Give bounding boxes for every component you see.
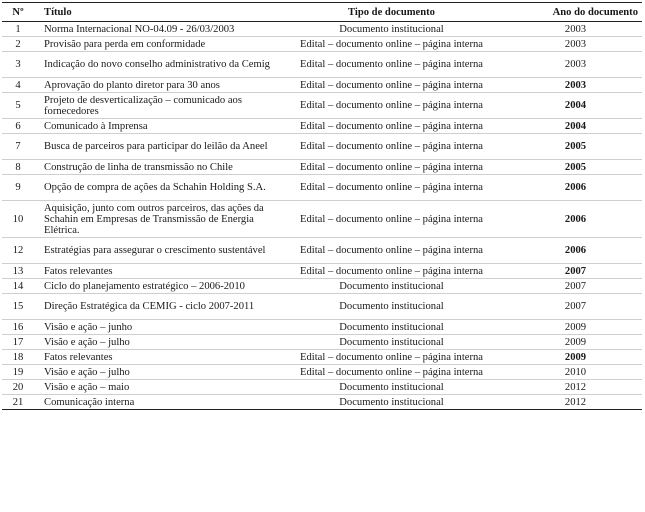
row-document-year: 2007 (509, 294, 642, 320)
row-document-year: 2005 (509, 134, 642, 160)
table-row (2, 238, 642, 264)
row-document-year: 2012 (509, 380, 642, 395)
row-document-type: Edital – documento online – página interna (274, 175, 509, 201)
row-document-year: 2005 (509, 160, 642, 175)
row-number: 19 (2, 365, 34, 380)
table-row (2, 279, 642, 294)
row-document-type: Edital – documento online – página interna (274, 238, 509, 264)
table-row (2, 78, 642, 93)
table-row (2, 335, 642, 350)
table-row (2, 37, 642, 52)
row-title: Construção de linha de transmissão no Chile (34, 160, 274, 175)
table-header (2, 3, 642, 22)
row-title: Direção Estratégica da CEMIG - ciclo 2007-2011 (34, 294, 274, 320)
table-row (2, 365, 642, 380)
row-document-type: Edital – documento online – página interna (274, 134, 509, 160)
row-number: 10 (2, 201, 34, 238)
row-document-type: Edital – documento online – página interna (274, 78, 509, 93)
header-document-year: Ano do documento (509, 3, 642, 22)
table-row (2, 264, 642, 279)
row-title: Provisão para perda em conformidade (34, 37, 274, 52)
documents-table (2, 2, 642, 410)
row-document-type: Documento institucional (274, 279, 509, 294)
row-document-type: Edital – documento online – página interna (274, 119, 509, 134)
table-row (2, 22, 642, 37)
row-document-type: Documento institucional (274, 395, 509, 410)
row-document-year: 2006 (509, 238, 642, 264)
row-title: Ciclo do planejamento estratégico – 2006-2010 (34, 279, 274, 294)
row-document-year: 2010 (509, 365, 642, 380)
row-document-year: 2007 (509, 264, 642, 279)
row-title: Norma Internacional NO-04.09 - 26/03/2003 (34, 22, 274, 37)
row-document-year: 2006 (509, 201, 642, 238)
row-title: Comunicado à Imprensa (34, 119, 274, 134)
table-row (2, 294, 642, 320)
row-document-year: 2006 (509, 175, 642, 201)
table-row (2, 119, 642, 134)
row-number: 16 (2, 320, 34, 335)
row-number: 15 (2, 294, 34, 320)
row-number: 8 (2, 160, 34, 175)
row-document-year: 2007 (509, 279, 642, 294)
row-document-type: Edital – documento online – página interna (274, 365, 509, 380)
row-document-year: 2009 (509, 335, 642, 350)
header-row (2, 3, 642, 22)
row-title: Visão e ação – junho (34, 320, 274, 335)
row-document-year: 2009 (509, 320, 642, 335)
row-document-year: 2004 (509, 93, 642, 119)
row-number: 2 (2, 37, 34, 52)
row-title: Aquisição, junto com outros parceiros, das ações da Schahin em Empresas de Transmissão de Energia Elétrica. (34, 201, 274, 238)
row-document-type: Edital – documento online – página interna (274, 201, 509, 238)
row-number: 6 (2, 119, 34, 134)
table-row (2, 320, 642, 335)
table-row (2, 380, 642, 395)
row-title: Estratégias para assegurar o crescimento sustentável (34, 238, 274, 264)
row-title: Visão e ação – maio (34, 380, 274, 395)
row-number: 21 (2, 395, 34, 410)
row-title: Fatos relevantes (34, 350, 274, 365)
row-document-type: Edital – documento online – página interna (274, 350, 509, 365)
row-document-type: Documento institucional (274, 294, 509, 320)
row-document-type: Documento institucional (274, 380, 509, 395)
row-number: 18 (2, 350, 34, 365)
header-number: Nº (2, 3, 34, 22)
row-title: Aprovação do planto diretor para 30 anos (34, 78, 274, 93)
table-row (2, 52, 642, 78)
table-row (2, 175, 642, 201)
row-number: 5 (2, 93, 34, 119)
table-row (2, 93, 642, 119)
row-document-type: Documento institucional (274, 22, 509, 37)
row-document-year: 2003 (509, 22, 642, 37)
table-body (2, 22, 642, 410)
row-title: Visão e ação – julho (34, 335, 274, 350)
row-document-type: Documento institucional (274, 320, 509, 335)
row-number: 3 (2, 52, 34, 78)
row-document-type: Edital – documento online – página interna (274, 93, 509, 119)
row-title: Opção de compra de ações da Schahin Holding S.A. (34, 175, 274, 201)
row-number: 7 (2, 134, 34, 160)
row-document-year: 2003 (509, 37, 642, 52)
header-title: Título (34, 3, 274, 22)
row-number: 20 (2, 380, 34, 395)
row-title: Busca de parceiros para participar do leilão da Aneel (34, 134, 274, 160)
row-title: Comunicação interna (34, 395, 274, 410)
row-document-type: Edital – documento online – página interna (274, 37, 509, 52)
header-document-type: Tipo de documento (274, 3, 509, 22)
table-row (2, 134, 642, 160)
row-document-year: 2003 (509, 52, 642, 78)
table-row (2, 350, 642, 365)
row-document-year: 2003 (509, 78, 642, 93)
row-title: Projeto de desverticalização – comunicado aos fornecedores (34, 93, 274, 119)
row-document-type: Documento institucional (274, 335, 509, 350)
row-document-type: Edital – documento online – página interna (274, 160, 509, 175)
row-number: 13 (2, 264, 34, 279)
table-row (2, 395, 642, 410)
row-number: 9 (2, 175, 34, 201)
row-title: Fatos relevantes (34, 264, 274, 279)
row-number: 12 (2, 238, 34, 264)
row-number: 4 (2, 78, 34, 93)
row-number: 14 (2, 279, 34, 294)
row-document-year: 2004 (509, 119, 642, 134)
row-number: 1 (2, 22, 34, 37)
row-title: Visão e ação – julho (34, 365, 274, 380)
row-document-type: Edital – documento online – página interna (274, 52, 509, 78)
row-document-year: 2009 (509, 350, 642, 365)
row-document-year: 2012 (509, 395, 642, 410)
table-row (2, 201, 642, 238)
row-number: 17 (2, 335, 34, 350)
row-document-type: Edital – documento online – página interna (274, 264, 509, 279)
table-row (2, 160, 642, 175)
row-title: Indicação do novo conselho administrativo da Cemig (34, 52, 274, 78)
